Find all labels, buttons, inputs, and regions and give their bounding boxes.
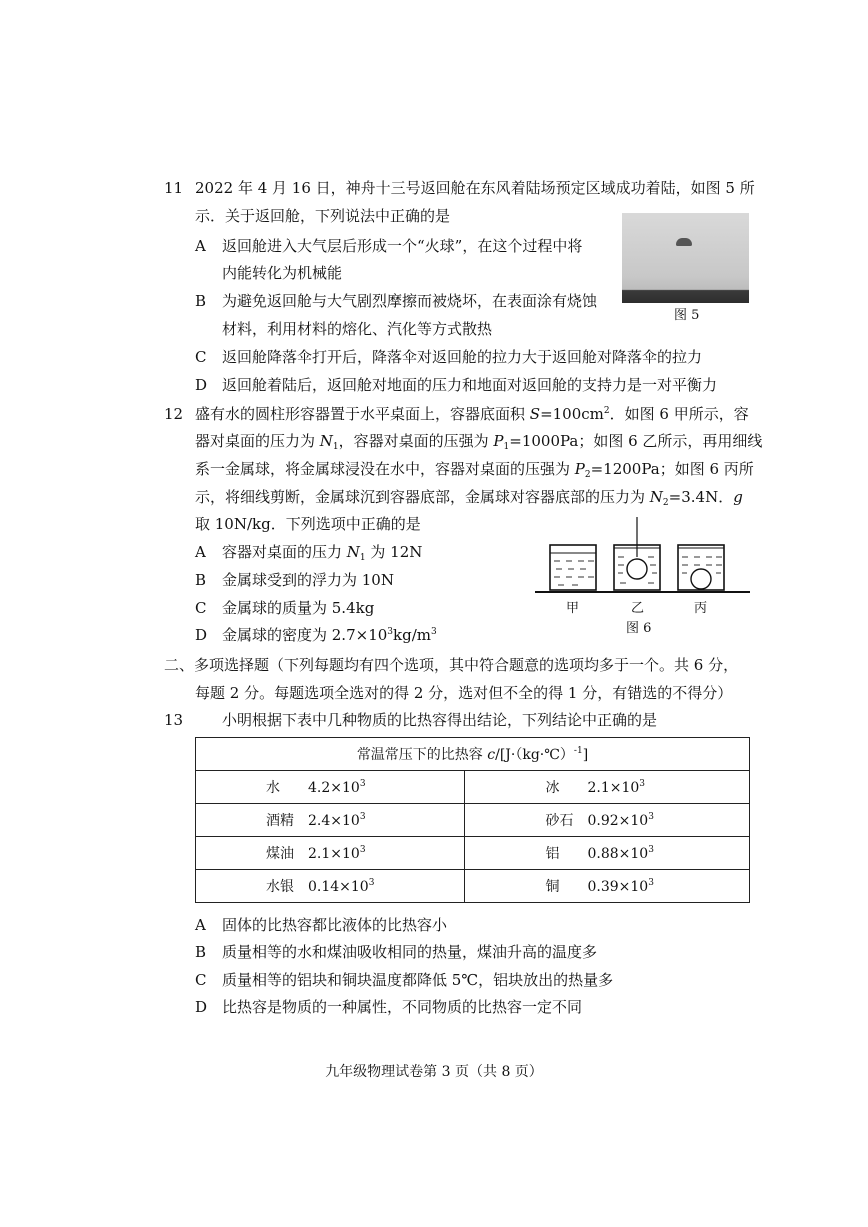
label-jia: 甲 xyxy=(566,601,580,616)
container-yi xyxy=(614,517,660,590)
table-row: 水银 $0.14\times 10^3$ 铜 $0.39\times 10^3$ xyxy=(196,870,750,903)
q13-option-c-letter: C xyxy=(195,971,207,989)
heat-value: 2.4×10 xyxy=(308,813,360,829)
substance-name: 铜 xyxy=(545,879,560,895)
q11-option-d-text: 返回舱着陆后，返回舱对地面的压力和地面对返回舱的支持力是一对平衡力 xyxy=(222,376,718,394)
substance-name: 煤油 xyxy=(266,846,294,862)
heat-value: 4.2×10 xyxy=(308,780,360,796)
metal-ball xyxy=(691,569,711,589)
q11-number: 11 xyxy=(164,179,184,197)
heat-value: 2.1×10 xyxy=(308,846,360,862)
heat-value: 0.92×10 xyxy=(587,813,649,829)
label-yi: 乙 xyxy=(631,601,645,616)
q11-option-a-line2: 内能转化为机械能 xyxy=(222,264,343,282)
figure-6-diagram xyxy=(530,515,755,625)
heat-value: 0.88×10 xyxy=(587,846,649,862)
q12-option-b-text: 金属球受到的浮力为 10N xyxy=(222,571,394,589)
figure-5-caption: 图 5 xyxy=(674,308,700,323)
q11-option-b-letter: B xyxy=(195,292,207,310)
q11-option-c-text: 返回舱降落伞打开后，降落伞对返回舱的拉力大于返回舱对降落伞的拉力 xyxy=(222,348,703,366)
heat-value: 2.1×10 xyxy=(587,780,640,796)
container-bing xyxy=(678,545,724,590)
substance-name: 水银 xyxy=(266,879,294,895)
q12-stem-line3: 系一金属球，将金属球浸没在水中，容器对桌面的压强为 $P_2=1200Pa$；如图 6 丙所 xyxy=(195,460,754,480)
q13-option-b-text: 质量相等的水和煤油吸收相同的热量，煤油升高的温度多 xyxy=(222,943,598,961)
substance-name: 砂石 xyxy=(545,813,574,829)
q11-option-a-letter: A xyxy=(195,237,206,255)
page-footer: 九年级物理试卷第 3 页（共 8 页） xyxy=(325,1064,543,1080)
table-row: 煤油 $2.1\times 10^3$ 铝 $0.88\times 10^3$ xyxy=(196,837,750,870)
substance-name: 酒精 xyxy=(266,813,294,829)
q12-option-b-letter: B xyxy=(195,571,207,589)
q12-option-a-text: 容器对桌面的压力 $N_1$ 为 12N xyxy=(222,543,423,563)
q11-stem-line2: 示．关于返回舱，下列说法中正确的是 xyxy=(195,207,451,225)
q12-option-c-text: 金属球的质量为 5.4kg xyxy=(222,599,375,617)
q13-option-d-letter: D xyxy=(195,998,208,1016)
label-bing: 丙 xyxy=(694,601,708,616)
heat-value: 0.39×10 xyxy=(587,879,649,895)
specific-heat-table xyxy=(195,737,750,903)
substance-name: 冰 xyxy=(545,780,560,796)
q11-option-a-line1: 返回舱进入大气层后形成一个“火球”，在这个过程中将 xyxy=(222,237,583,255)
q13-option-b-letter: B xyxy=(195,943,207,961)
q11-stem-line1: 2022 年 4 月 16 日，神舟十三号返回舱在东风着陆场预定区域成功着陆，如图 5 所 xyxy=(195,179,755,197)
q12-stem-line2: 器对桌面的压力为 $N_1$，容器对桌面的压强为 $P_1=1000Pa$；如图 6 乙所示，再用细线 xyxy=(195,432,763,452)
q12-number: 12 xyxy=(164,405,184,423)
q11-option-d-letter: D xyxy=(195,376,208,394)
figure-5-photo xyxy=(622,213,749,303)
table-header: 常温常压下的比热容 c/[J·（kg·℃）$^{-1}$] xyxy=(196,738,750,771)
metal-ball xyxy=(627,559,647,579)
substance-name: 水 xyxy=(266,780,280,796)
q13-option-d-text: 比热容是物质的一种属性，不同物质的比热容一定不同 xyxy=(222,998,583,1016)
figure-6-caption: 图 6 xyxy=(626,621,652,636)
table-row: 酒精 $2.4\times 10^3$ 砂石 $0.92\times 10^3$ xyxy=(196,804,750,837)
q13-stem: 小明根据下表中几种物质的比热容得出结论，下列结论中正确的是 xyxy=(222,711,658,729)
q12-option-c-letter: C xyxy=(195,599,207,617)
q12-stem-line1: 盛有水的圆柱形容器置于水平桌面上，容器底面积 $S=100cm^2$．如图 6 甲所示，容 xyxy=(195,405,749,423)
q12-option-d-text: 金属球的密度为 $2.7\times 10^3kg/m^3$ xyxy=(222,626,437,644)
section2-title: 二、多项选择题（下列每题均有四个选项，其中符合题意的选项均多于一个。共 6 分， xyxy=(164,656,739,674)
q11-option-b-line2: 材料，利用材料的熔化、汽化等方式散热 xyxy=(222,320,493,338)
q11-option-c-letter: C xyxy=(195,348,207,366)
container-jia xyxy=(550,545,596,590)
q13-option-c-text: 质量相等的铝块和铜块温度都降低 5℃，铝块放出的热量多 xyxy=(222,971,614,989)
q12-option-a-letter: A xyxy=(195,543,206,561)
heat-value: 0.14×10 xyxy=(308,879,369,895)
parachute-icon xyxy=(676,238,692,246)
q11-option-b-line1: 为避免返回舱与大气剧烈摩擦而被烧坏，在表面涂有烧蚀 xyxy=(222,292,598,310)
q12-option-d-letter: D xyxy=(195,626,208,644)
section2-line2: 每题 2 分。每题选项全选对的得 2 分，选对但不全的得 1 分，有错选的不得分） xyxy=(195,684,733,702)
q13-option-a-text: 固体的比热容都比液体的比热容小 xyxy=(222,916,448,934)
q12-stem-line5: 取 10N/kg．下列选项中正确的是 xyxy=(195,515,421,533)
q12-stem-line4: 示，将细线剪断，金属球沉到容器底部，金属球对容器底部的压力为 $N_2=3.4N$．g xyxy=(195,488,743,508)
q13-option-a-letter: A xyxy=(195,916,206,934)
table-row: 水 $4.2\times 10^3$ 冰 $2.1\times 10^3$ xyxy=(196,771,750,804)
substance-name: 铝 xyxy=(545,846,560,862)
q13-number: 13 xyxy=(164,711,184,729)
